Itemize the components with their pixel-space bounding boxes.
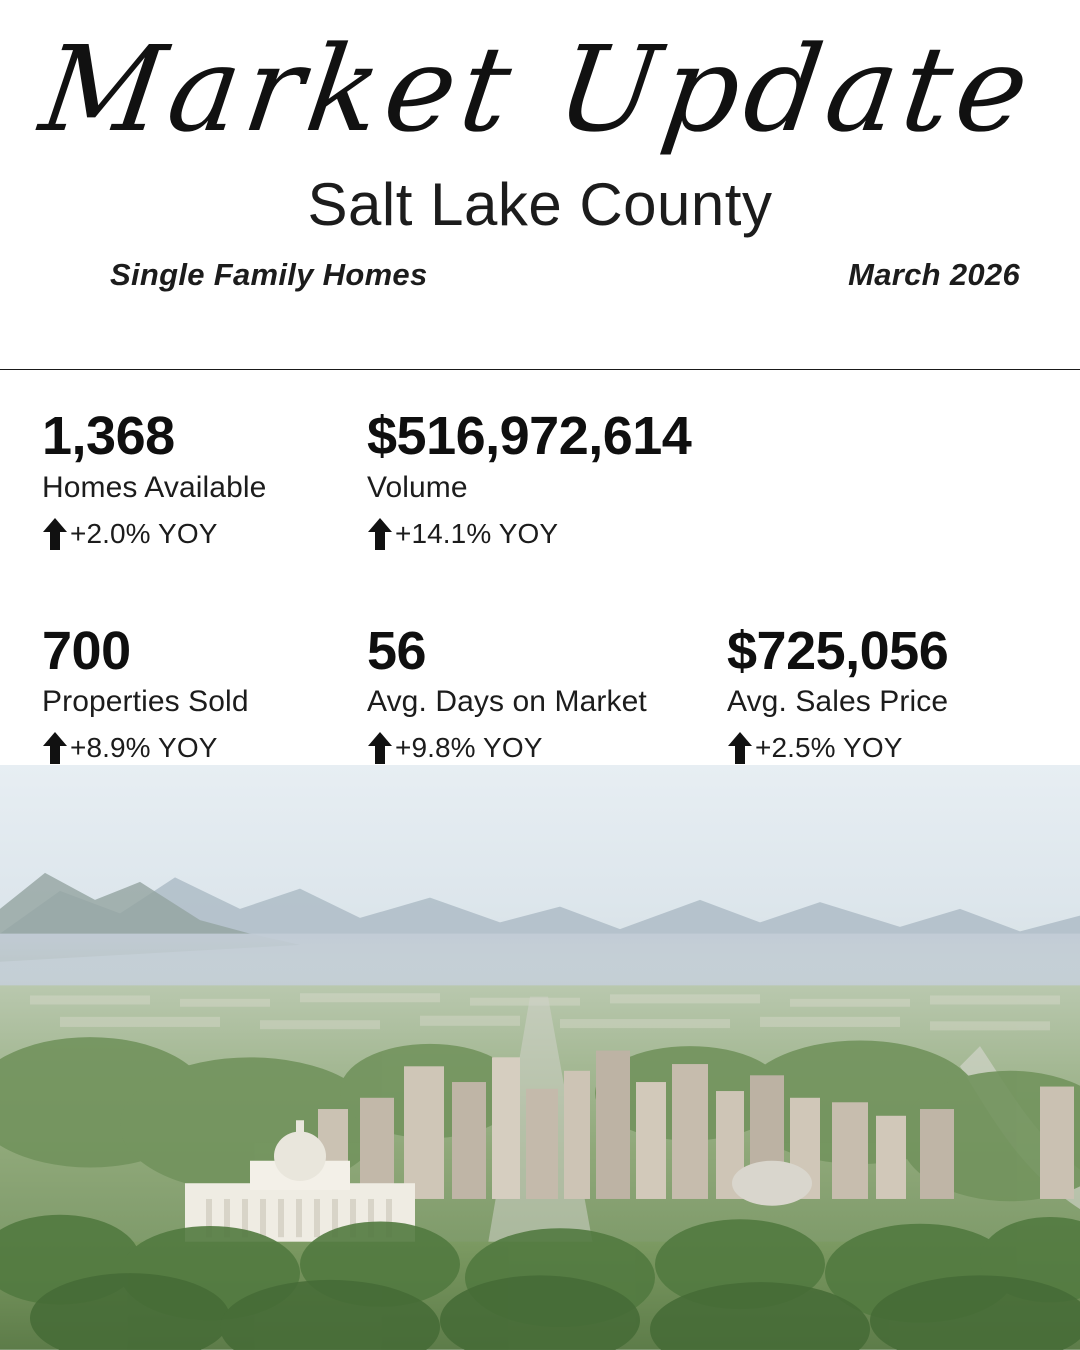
stat-change-text: +9.8% YOY [395, 732, 543, 764]
stat-change [727, 731, 1057, 765]
stat-volume [367, 408, 727, 551]
stat-change-text: +8.9% YOY [70, 732, 218, 764]
arrow-up-icon [42, 517, 68, 551]
arrow-up-icon [367, 731, 393, 765]
stat-change [42, 517, 367, 551]
stats-section [0, 370, 1080, 765]
stat-change-text: +14.1% YOY [395, 517, 559, 549]
stat-properties-sold [42, 620, 367, 766]
stat-change [367, 731, 727, 765]
stat-homes-available [42, 408, 367, 551]
stats-row-2 [42, 620, 1040, 766]
stat-avg-sales-price [727, 620, 1057, 766]
stat-change [367, 517, 727, 551]
stat-label: Avg. Sales Price [727, 685, 949, 719]
arrow-up-icon [367, 517, 393, 551]
header [0, 0, 1080, 370]
period-label: March 2026 [848, 257, 1020, 292]
county-name: Salt Lake County [307, 171, 773, 238]
stat-value: $725,056 [727, 620, 949, 681]
arrow-up-icon [727, 731, 753, 765]
stat-change-text: +2.5% YOY [755, 732, 903, 764]
page-title: Market Update [33, 20, 1043, 158]
stat-change [42, 731, 367, 765]
arena-dome [732, 1161, 812, 1206]
stat-label: Volume [367, 470, 468, 504]
stat-label: Avg. Days on Market [367, 685, 647, 719]
stats-row-1 [42, 408, 1040, 551]
city-skyline-photo [0, 765, 1080, 1350]
property-type-label: Single Family Homes [110, 257, 428, 292]
city-skyline-illustration [0, 765, 1080, 1350]
stat-value: $516,972,614 [367, 406, 692, 466]
stat-value: 700 [42, 620, 131, 681]
stat-label: Properties Sold [42, 685, 249, 719]
stat-value: 56 [367, 620, 427, 681]
stat-change-text: +2.0% YOY [70, 517, 218, 549]
stat-avg-days-on-market [367, 620, 727, 766]
stat-label: Homes Available [42, 470, 267, 504]
stat-value: 1,368 [42, 406, 175, 466]
header-subrow [0, 239, 1080, 293]
arrow-up-icon [42, 731, 68, 765]
